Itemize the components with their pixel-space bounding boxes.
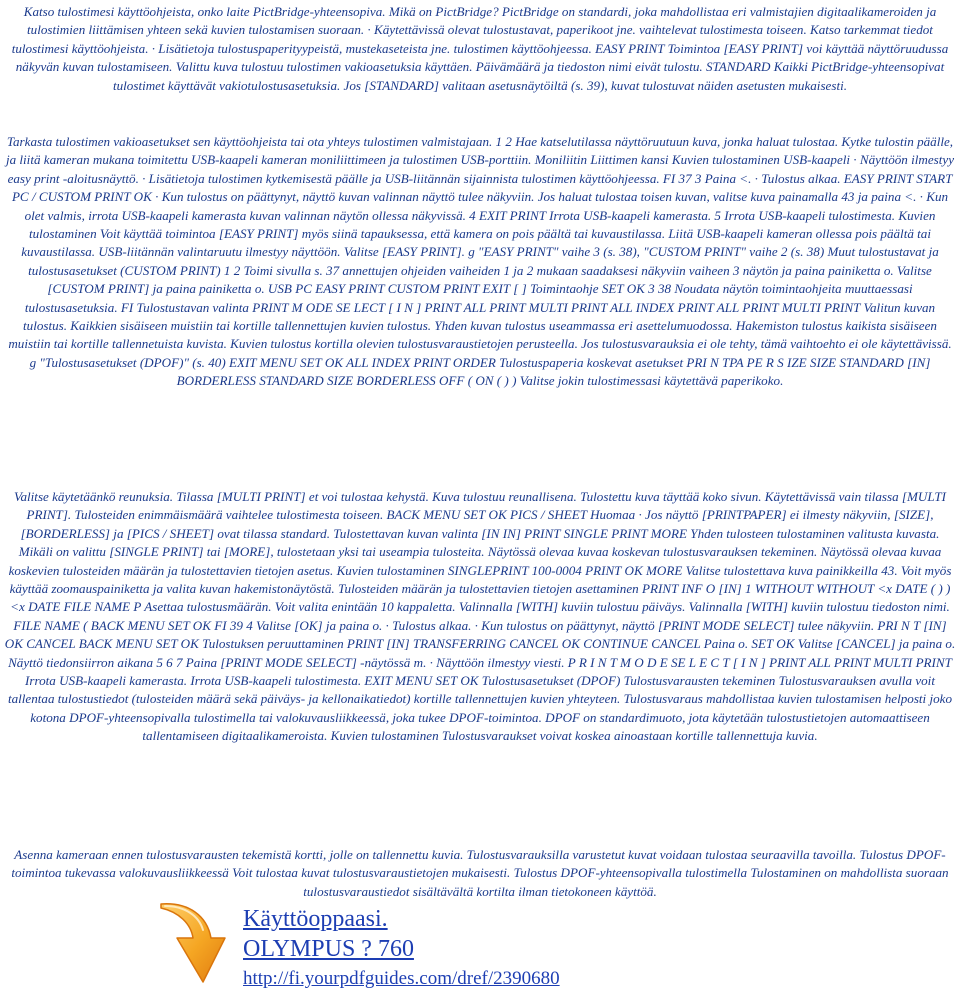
model-link[interactable]: OLYMPUS ? 760 <box>243 936 414 962</box>
text-paragraph: Asenna kameraan ennen tulostusvarausten tekemistä kortti, jolle on tallennettu kuvia. Tulostusvarauksilla varustetut kuvat voidaan tulostaa seuraavilla tavoilla. Tulostus DPOF-toimintoa tukevassa valokuvausliikkeessä Voit tulostaa kuvat tulostusvaraustietojen mukaisesti. Tulostus DPOF-yhteensopivalla tulostimella Tulostaminen on mahdollista suoraan tulostusvaraustiedot sisältävältä kortilta ilman tietokoneen käyttöä. <box>11 847 949 899</box>
text-paragraph: Valitse käytetäänkö reunuksia. Tilassa [MULTI PRINT] et voi tulostaa kehystä. Kuva tulostuu reunallisena. Tulostettu kuva täyttää koko sivun. Käytettävissä vain tilassa [MULTI PRINT]. Tulosteiden enimmäismäärä vaihtelee tulostimesta toiseen. BACK MENU SET OK PICS / SHEET Huomaa · Jos näyttö [PRINTPAPER] ei ilmesty näkyviin, [SIZE], [BORDERLESS] ja [PICS / SHEET] ovat tilassa standard. Tulostettavan kuvan valinta [IN IN] PRINT SINGLE PRINT MORE Yhden tulosteen tulostaminen valitusta kuvasta. Mikäli on valittu [SINGLE PRINT] tai [MORE], tulostetaan yksi tai useampia tulosteita. Näytössä olevaa kuvaa koskevan tulostusvarauksen tekeminen. Näytössä olevaa kuvaa koskevien tulosteiden määrän ja tulostettavien tietojen asetus. Kuvien tulostaminen SINGLEPRINT 100-0004 PRINT OK MORE Valitse tulostettava kuva painikkeilla 43. Voit myös käyttää zoomauspainiketta ja valita kuvan hakemistonäytöstä. Tulosteiden määrän ja tulostettavien tietojen asettaminen PRINT INF O [IN] 1 WITHOUT WITHOUT <x DATE ( ) ) <x DATE FILE NAME P Asettaa tulostusmäärän. Voit valita enintään 10 kappaletta. Valinnalla [WITH] kuviin tulostuu päiväys. Valinnalla [WITH] kuviin tulostuu tiedoston nimi. FILE NAME ( BACK MENU SET OK FI 39 4 Valitse [OK] ja paina o. · Tulostus alkaa. · Kun tulostus on päättynyt, näyttö [PRINT MODE SELECT] tulee näkyviin. PRI N T [IN] OK CANCEL BACK MENU SET OK Tulostuksen peruuttaminen PRINT [IN] TRANSFERRING CANCEL OK CONTINUE CANCEL Paina o. SET OK Valitse [CANCEL] ja paina o. Näyttö tiedonsiirron aikana 5 6 7 Paina [PRINT MODE SELECT] -näytössä m. · Näyttöön ilmestyy viesti. P R I N T M O D E SE L E C T [ I N ] PRINT ALL PRINT MULTI PRINT Irrota USB-kaapeli kamerasta. Irrota USB-kaapeli tulostimesta. EXIT MENU SET OK Tulostusasetukset (DPOF) Tulostusvarausten tekeminen Tulostusvarauksen avulla voit tallentaa tulostustiedot (tulosteiden määrä sekä päiväys- ja kellonaikatiedot) kortille tallennettujen kuvien yhteyteen. Tulostusvaraus mahdollistaa kuvien tulostamisen helposti joko kotona DPOF-yhteensopivalla tulostimella tai valokuvausliikkeessä, joka tukee DPOF-toimintoa. DPOF on standardimuoto, jota käytetään tulostustietojen automaattiseen tallentamiseen digitaalikameroista. Kuvien tulostaminen Tulostusvaraukset voivat koskea ainoastaan kortille tallennettuja kuvia. <box>4 489 956 744</box>
arrow-right-icon <box>155 898 235 988</box>
text-paragraph: Tarkasta tulostimen vakioasetukset sen käyttöohjeista tai ota yhteys tulostimen valmistajaan. 1 2 Hae katselutilassa näyttöruutuun kuva, jonka haluat tulostaa. Kytke tulostin päälle, ja liitä kameran mukana toimitettu USB-kaapeli kameran moniliittimeen ja tulostimen USB-porttiin. Moniliitin Liittimen kansi Kuvien tulostaminen USB-kaapeli · Näyttöön ilmestyy easy print -aloitusnäyttö. · Lisätietoja tulostimen kytkemisestä päälle ja USB-liitännän sijainnista tulostimen käyttöohjeessa. FI 37 3 Paina <. · Tulostus alkaa. EASY PRINT START PC / CUSTOM PRINT OK · Kun tulostus on päättynyt, näyttö kuvan valinnan näyttö tulee näkyviin. Jos haluat tulostaa toisen kuvan, valitse kuva painamalla 43 ja paina <. · Kun olet valmis, irrota USB-kaapeli kamerasta kuvan valinnan näytön ollessa näkyvissä. 4 EXIT PRINT Irrota USB-kaapeli kamerasta. 5 Irrota USB-kaapeli tulostimesta. Kuvien tulostaminen Voit käyttää toimintoa [EASY PRINT] myös siinä tapauksessa, että kamera on pois päältä tai kuvaustilassa. Liitä USB-kaapeli kameran ollessa pois päältä tai kuvaustilassa. USB-liitännän valintaruutu ilmestyy näyttöön. Valitse [EASY PRINT]. g "EASY PRINT" vaihe 3 (s. 38), "CUSTOM PRINT" vaihe 2 (s. 38) Muut tulostustavat ja tulostusasetukset (CUSTOM PRINT) 1 2 Toimi sivulla s. 37 annettujen ohjeiden vaiheiden 1 ja 2 mukaan saadaksesi näkyviin vaiheen 3 näytön ja paina painiketta o. Valitse [CUSTOM PRINT] ja paina painiketta o. USB PC EASY PRINT CUSTOM PRINT EXIT [ ] Toimintaohje SET OK 3 38 Noudata näytön toimintaohjeita muuttaessasi tulostusasetuksia. FI Tulostustavan valinta PRINT M ODE SE LECT [ I N ] PRINT ALL PRINT MULTI PRINT ALL INDEX PRINT ALL PRINT MULTI PRINT Valitun kuvan tulostus. Kaikkien sisäiseen muistiin tai kortille tallennettujen kuvien tulostus. Yhden kuvan tulostus useammassa eri asettelumuodossa. Hakemiston tulostus kaikista sisäiseen muistiin tai kortille tallennetuista kuvista. Kuvien tulostus kortilla olevien tulostusvaraustietojen perusteella. Jos tulostusvarauksia ei ole tehty, tämä vaihtoehto ei ole käytettävissä. g "Tulostusasetukset (DPOF)" (s. 40) EXIT MENU SET OK ALL INDEX PRINT ORDER Tulostuspaperia koskevat asetukset PRI N TPA PE R S IZE SIZE STANDARD [IN] BORDERLESS STANDARD SIZE BORDERLESS OFF ( ON ( ) ) Valitse jokin tulostimessasi käytettävä paperikoko. <box>5 134 955 389</box>
url-link[interactable]: http://fi.yourpdfguides.com/dref/2390680 <box>243 968 560 989</box>
guide-link[interactable]: Käyttöoppaasi. <box>243 906 388 932</box>
footer-link-area <box>155 898 655 994</box>
text-paragraph: Katso tulostimesi käyttöohjeista, onko laite PictBridge-yhteensopiva. Mikä on PictBridge? PictBridge on standardi, joka mahdollistaa eri valmistajien digitaalikameroiden ja tulostimien liittämisen yhteen sekä kuvien tulostamisen suoraan. · Käytettävissä olevat tulostustavat, paperikoot jne. vaihtelevat tulostimesta toiseen. Katso tarkemmat tiedot tulostimesi käyttöohjeista. · Lisätietoja tulostuspaperityypeistä, mustekaseteista jne. tulostimen käyttöohjeessa. EASY PRINT Toimintoa [EASY PRINT] voi käyttää näyttöruudussa näkyvän kuvan tulostamiseen. Valittu kuva tulostuu tulostimen vakioasetuksia käyttäen. Päivämäärä ja tiedoston nimi eivät tulostu. STANDARD Kaikki PictBridge-yhteensopivat tulostimet käyttävät vakiotulostusasetuksia. Jos [STANDARD] valitaan asetusnäytöiltä (s. 39), kuvat tulostuvat näiden asetusten mukaisesti. <box>11 4 949 93</box>
